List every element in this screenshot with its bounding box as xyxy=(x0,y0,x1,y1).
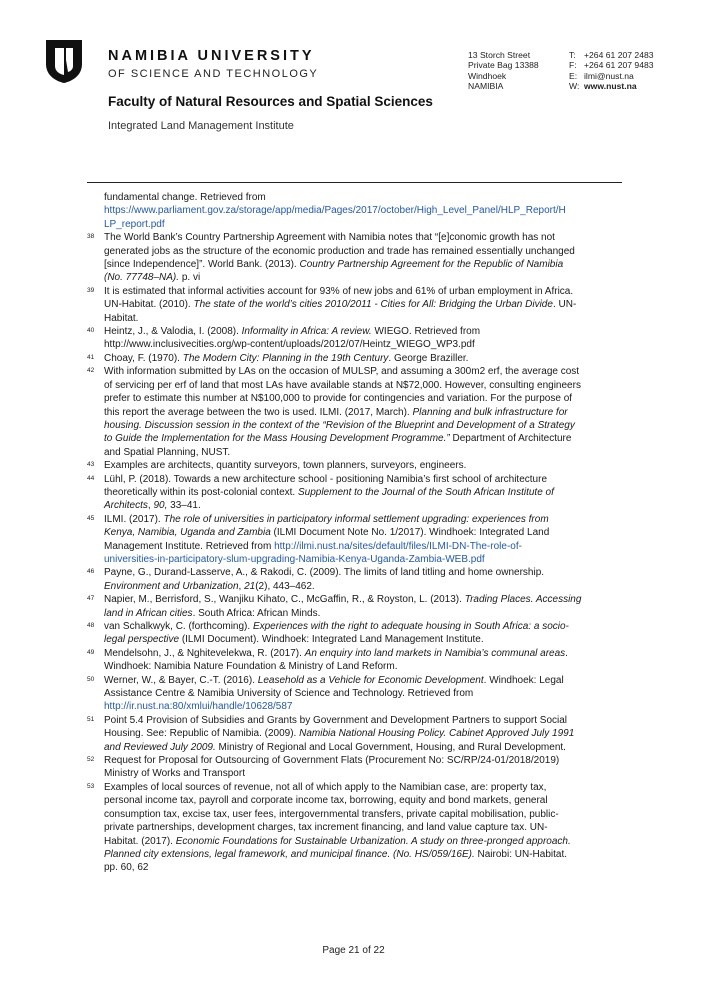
footnote-text: Choay, F. (1970). xyxy=(104,352,183,364)
footnote-number: 38 xyxy=(87,233,95,241)
contact-block xyxy=(569,50,654,92)
footnote xyxy=(87,647,627,674)
footnote-number: 53 xyxy=(87,782,95,790)
footnote-title: housing. Discussion session in the context of the “Revision of the Blueprint and Development of a Strategy xyxy=(104,419,575,431)
address-line: Windhoek xyxy=(468,70,507,81)
footnote-number: 46 xyxy=(87,568,95,576)
contact-fax xyxy=(569,60,654,70)
footnote-text: pp. 60, 62 xyxy=(104,862,149,874)
footnote xyxy=(87,352,627,365)
footnote xyxy=(87,473,627,513)
footnote-title: legal perspective xyxy=(104,634,180,646)
footnote-text: The World Bank’s Country Partnership Agreement with Namibia notes that “[e]conomic growth has not xyxy=(104,232,555,244)
footnote-text: , xyxy=(147,500,154,512)
contact-value: +264 61 207 2483 xyxy=(584,50,654,60)
footnote-title: 21 xyxy=(244,580,256,592)
page-number: Page 21 of 22 xyxy=(322,945,385,956)
footnote-link[interactable]: LP_report.pdf xyxy=(104,218,165,230)
footnote-title: An enquiry into land markets in Namibia’s communal areas xyxy=(304,647,566,659)
footnote-title: The Modern City: Planning in the 19th Century xyxy=(182,352,389,364)
footnote-title: The role of universities in participatory informal settlement upgrading: experiences from xyxy=(163,513,549,525)
footnote-link[interactable]: universities-in-participatory-slum-upgrading-Namibia-Kenya-Uganda-Zambia-WEB.pdf xyxy=(104,553,485,565)
footnote-number: 42 xyxy=(87,367,95,375)
footnote-title: Planned city extensions, legal framework, and municipal finance. (No. HS/059/16E). xyxy=(104,848,475,860)
footnote-text: this report the average between the two is used. ILMI. (2017, March). xyxy=(104,406,413,418)
footnote-text: Ministry of Works and Transport xyxy=(104,768,245,780)
footnote-text: . Windhoek: Legal xyxy=(483,674,564,686)
footnote-title: The state of the world’s cities 2010/2011 - Cities for All: Bridging the Urban Divide xyxy=(193,299,553,311)
footnote-number: 40 xyxy=(87,327,95,335)
footnote-title: Planning and bulk infrastructure for xyxy=(412,406,568,418)
footnote-number: 41 xyxy=(87,353,95,361)
footnote-text: Request for Proposal for Outsourcing of Government Flats (Procurement No: SC/RP/24-01/2018/2019) xyxy=(104,755,560,767)
footnote-number: 52 xyxy=(87,756,95,764)
footnote-number: 47 xyxy=(87,595,95,603)
footnote-text: Mendelsohn, J., & Nghitevelekwa, R. (2017). xyxy=(104,647,305,659)
footnote-text: Habitat. xyxy=(104,312,139,324)
footnote-title: Economic Foundations for Sustainable Urbanization. A study on three-pronged approach. xyxy=(175,835,571,847)
footnote-number: 44 xyxy=(87,474,95,482)
footnote-title: 90, xyxy=(153,500,168,512)
footnote-title: land in African cities xyxy=(104,607,193,619)
footnote-title: (No. 77748–NA). xyxy=(104,272,180,284)
contact-value: +264 61 207 9483 xyxy=(584,60,654,71)
footnote-text: generated jobs as the structure of the economic production and trade has remained essentially unchanged xyxy=(104,245,575,257)
contact-key: W: xyxy=(569,81,580,92)
contact-value[interactable]: www.nust.na xyxy=(584,81,637,92)
footnote-text: With information submitted by LAs on the occasion of MULSP, and assuming a 300m2 erf, the average cost xyxy=(104,366,580,378)
contact-key: T: xyxy=(569,50,576,60)
footnote xyxy=(87,513,627,567)
footnote-number: 39 xyxy=(87,286,95,294)
footnote-text: 33–41. xyxy=(167,500,201,512)
footnote-title: Namibia National Housing Policy. Cabinet Approved July 1991 xyxy=(299,728,575,740)
footnote-title: Leasehold as a Vehicle for Economic Development xyxy=(257,674,484,686)
footnote-title: and Reviewed July 2009. xyxy=(104,741,216,753)
address-block xyxy=(468,50,539,92)
institute-name: Integrated Land Management Institute xyxy=(108,120,294,132)
footnote-title: Experiences with the right to adequate housing in South Africa: a socio- xyxy=(252,621,569,632)
footnote-text: van Schalkwyk, C. (forthcoming). xyxy=(104,621,253,632)
footnote xyxy=(87,754,627,781)
footnote-text: WIEGO. Retrieved from xyxy=(371,326,481,338)
footnote-text: private partnerships, development charges, tax increment financing, and land value capture tax. UN- xyxy=(104,822,548,834)
footnote-text: . South Africa: African Minds. xyxy=(192,607,321,619)
footnote-number: 51 xyxy=(87,715,95,723)
footnote-text: (ILMI Document Note No. 1/2017). Windhoek: Integrated Land xyxy=(270,527,550,539)
footnote-text: Habitat. (2017). xyxy=(104,835,176,847)
footnote-title: Kenya, Namibia, Uganda and Zambia xyxy=(104,527,271,539)
footnote-text: Werner, W., & Bayer, C.-T. (2016). xyxy=(104,674,258,686)
footnote xyxy=(87,365,627,459)
footnote-text: Examples of local sources of revenue, not all of which apply to the Namibian case, are: property tax, xyxy=(104,781,547,793)
footnote-text: fundamental change. Retrieved from xyxy=(104,192,266,203)
footnote xyxy=(87,325,627,352)
footnote-number: 50 xyxy=(87,675,95,683)
footnote xyxy=(87,593,627,620)
footnote xyxy=(87,674,627,714)
footnote xyxy=(87,285,627,325)
footnote-text: personal income tax, payroll and corporate income tax, borrowing, equity and bond markets, general xyxy=(104,795,548,807)
university-subtitle: OF SCIENCE AND TECHNOLOGY xyxy=(108,68,319,80)
address-line: NAMIBIA xyxy=(468,81,504,92)
footnote-text: Ministry of Regional and Local Government, Housing, and Rural Development. xyxy=(215,741,566,753)
footnote-title: to Guide the Implementation for the Mass Housing Development Programme.” xyxy=(104,433,450,445)
footnote-text: p. vi xyxy=(179,272,201,284)
footnote-title: Informality in Africa: A review. xyxy=(241,326,372,338)
footnote-text: Heintz, J., & Valodia, I. (2008). xyxy=(104,326,242,338)
footnote-title: Country Partnership Agreement for the Republic of Namibia xyxy=(299,259,564,271)
contact-email xyxy=(569,71,654,81)
footnote-separator xyxy=(87,182,622,183)
contact-web xyxy=(569,81,654,91)
footnote-url[interactable]: http://www.inclusivecities.org/wp-content/uploads/2012/07/Heintz_WIEGO_WP3.pdf xyxy=(104,339,475,351)
footnote-title: Trading Places. Accessing xyxy=(464,594,582,606)
footnote-text: and Spatial Planning, NUST. xyxy=(104,446,231,458)
footnote xyxy=(87,231,627,285)
footnote-number: 45 xyxy=(87,514,95,522)
footnotes xyxy=(87,191,627,875)
footnote-text: ILMI. (2017). xyxy=(104,513,164,525)
footnote xyxy=(87,191,627,231)
footnote-text: . George Braziller. xyxy=(388,352,469,364)
footnote-link[interactable]: http://ir.nust.na:80/xmlui/handle/10628/587 xyxy=(104,701,293,713)
contact-key: F: xyxy=(569,60,577,71)
faculty-name: Faculty of Natural Resources and Spatial Sciences xyxy=(108,94,433,109)
footnote-text: Windhoek: Namibia Nature Foundation & Ministry of Land Reform. xyxy=(104,661,398,673)
footnote-text: Lühl, P. (2018). Towards a new architecture school - positioning Namibia’s first school of architecture xyxy=(104,473,548,485)
footnote xyxy=(87,714,627,754)
footnote-text: (2), 443–462. xyxy=(255,580,315,592)
footnote-title: Environment and Urbanization xyxy=(104,580,239,592)
footnote-text: theoretically within its post-colonial context. xyxy=(104,486,298,498)
footnote-text: Point 5.4 Provision of Subsidies and Grants by Government and Development Partners to support Social xyxy=(104,714,568,726)
footnote-text: . UN- xyxy=(552,299,577,311)
footnote-text: [since Independence]”. World Bank. (2013). xyxy=(104,259,300,271)
footnote xyxy=(87,459,627,472)
footnote-text: Nairobi: UN-Habitat. xyxy=(474,848,568,860)
footnote-link[interactable]: https://www.parliament.gov.za/storage/app/media/Pages/2017/october/High_Level_Panel/HLP_Report/H xyxy=(104,205,566,217)
footnote-text: , xyxy=(238,580,245,592)
footnote-title: Supplement to the Journal of the South African Institute of xyxy=(297,486,554,498)
footnote-number: 49 xyxy=(87,648,95,656)
address-line: Private Bag 13388 xyxy=(468,60,539,71)
contact-value[interactable]: ilmi@nust.na xyxy=(584,70,634,81)
contact-phone xyxy=(569,50,654,60)
footnote-text: Housing. See: Republic of Namibia. (2009). xyxy=(104,728,300,740)
footnote-text: prefer to estimate this number at N$100,000 to provide for contingencies and variation. For the purpose of xyxy=(104,393,573,405)
footnote-text: Assistance Centre & Namibia University of Science and Technology. Retrieved from xyxy=(104,688,474,700)
footnote-text: Napier, M., Berrisford, S., Wanjiku Kihato, C., McGaffin, R., & Royston, L. (2013). xyxy=(104,594,465,606)
footnote-text: . xyxy=(565,647,568,659)
university-name: NAMIBIA UNIVERSITY xyxy=(108,48,315,64)
footnote xyxy=(87,566,627,593)
footnote-link[interactable]: http://ilmi.nust.na/sites/default/files/ILMI-DN-The-role-of- xyxy=(274,540,522,552)
footnote-text: UN-Habitat. (2010). xyxy=(104,299,194,311)
footnote-number: 43 xyxy=(87,461,95,469)
footnote-text: of servicing per erf of land that most LAs have available stands at N$72,000. However, consulting engineers xyxy=(104,379,581,391)
footnote-text: consumption tax, excise tax, user fees, intergovernmental transfers, private capital mobilisation, public- xyxy=(104,808,559,820)
footnote-text: Department of Architecture xyxy=(449,433,572,445)
footnote xyxy=(87,620,627,647)
nust-logo xyxy=(44,38,84,84)
footnote-text: (ILMI Document). Windhoek: Integrated Land Management Institute. xyxy=(179,634,484,646)
footnote-text: Examples are architects, quantity surveyors, town planners, surveyors, engineers. xyxy=(104,460,467,472)
address-line: 13 Storch Street xyxy=(468,50,531,60)
footnote xyxy=(87,781,627,875)
footnote-text: Management Institute. Retrieved from xyxy=(104,540,275,552)
footnote-title: Architects xyxy=(104,500,148,512)
footnote-number: 48 xyxy=(87,622,95,629)
footnote-text: It is estimated that informal activities account for 93% of new jobs and 61% of urban employment in Africa. xyxy=(104,285,574,297)
contact-key: E: xyxy=(569,70,578,81)
footnote-text: Payne, G., Durand-Lasserve, A., & Rakodi, C. (2009). The limits of land titling and home ownership. xyxy=(104,567,545,579)
